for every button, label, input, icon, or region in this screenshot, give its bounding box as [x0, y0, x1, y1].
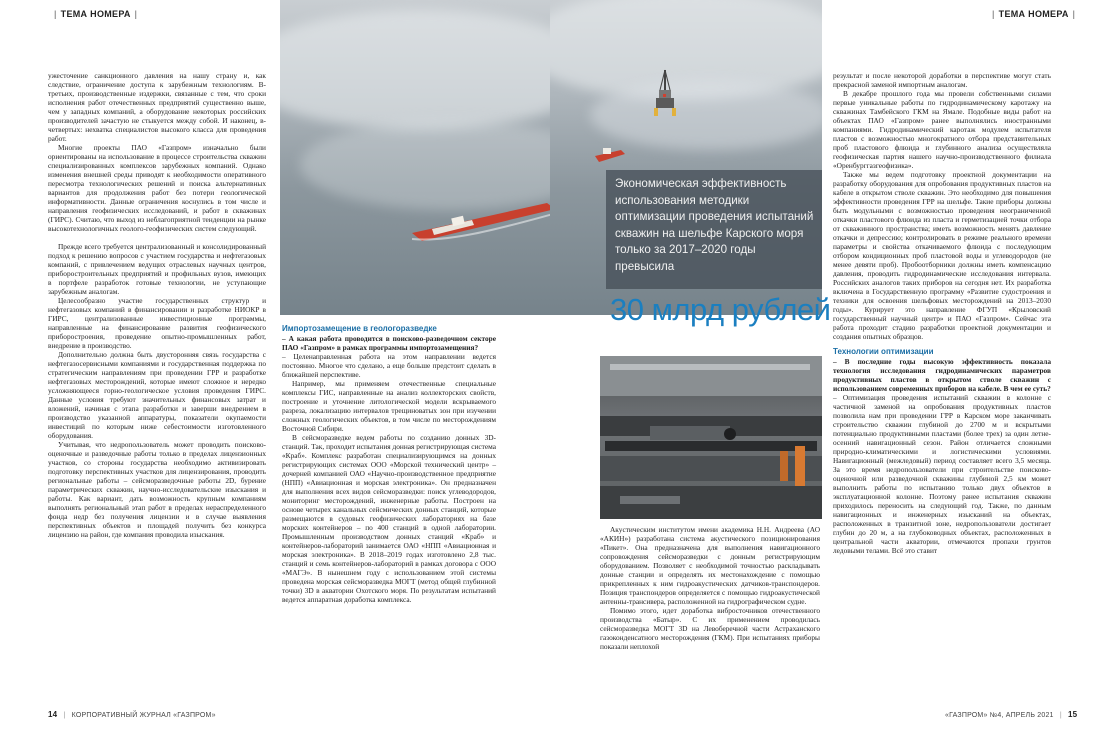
- interview-question: – В последние годы высокую эффективность показала технология исследования гидродинамических параметров продуктивных пластов в открытом стволе скважин с использованием современных приборов на кабеле. В чем ее суть?: [833, 357, 1051, 393]
- interview-question: – А какая работа проводится в поисково-разведочном секторе ПАО «Газпром» в рамках программы импортозамещения?: [282, 334, 496, 352]
- paragraph: Например, мы применяем отечественные специальные комплексы ГИС, направленные на анализ коллекторских свойств, построение и уточнение литологической модели вскрываемого разреза, локализацию интервалов трещиноватых зон при изучении сложных геологических объектов, в том числе по месторождениям Восточной Сибири.: [282, 379, 496, 433]
- paragraph: Также мы ведем подготовку проектной документации на разработку оборудования для опробования продуктивных пластов на кабеле в открытом стволе скважин. Это необходимо для повышения эффективности проведения ГРР на шельфе. Такие приборы должны быть модульными с возможностью проведения неограниченной откачки пластового флюида из пласта и герметизацией точки отбора от скважинного пространства; иметь возможность менять давление откачки и депрессию; контролировать в режиме реального времени параметры и свойства откачиваемого флюида с последующим отбором кондиционных проб пластовой воды и углеводородов (не менее девяти проб). Пробоотборники должны иметь компенсацию давления, проводить гидродинамические исследования интервала. Российских аналогов таких приборов на сегодня нет. Их разработка включена в Государственную программу «Развитие судостроения и техники для освоения шельфовых месторождений на 2013–2030 годы». Курирует это направление ФГУП «Крыловский государственный научный центр» и ПАО «Газпром». Сейчас эта работа проходит стадию разработки проектной документации и создания опытных образцов.: [833, 170, 1051, 341]
- footer-right: «ГАЗПРОМ» №4, АПРЕЛЬ 2021 | 15: [945, 710, 1078, 719]
- issue-label: «ГАЗПРОМ» №4, АПРЕЛЬ 2021: [945, 712, 1054, 719]
- offshore-photo-right: [550, 0, 822, 315]
- text-column-2: [282, 322, 496, 604]
- paragraph: Акустическим институтом имени академика Н.Н. Андреева (АО «АКИН») разработана система акустического позиционирования «Пикет». Она предназначена для выполнения навигационного сопровождения сейсморазведки с донным регистрирующим оборудованием. Позволяет с необходимой точностью раскладывать донные станции и определять их местонахождение с помощью прикрепленных к ним гидроакустических датчиков-транспондеров. Позиция транспондеров определяется с помощью гидроакустической антенны-трансивера, расположенной на гидрографическом судне.: [600, 525, 820, 606]
- paragraph: – Целенаправленная работа на этом направлении ведется постоянно. Многое что сделано, а еще больше предстоит сделать в ближайшей перспективе.: [282, 352, 496, 379]
- paragraph: В сейсморазведке ведем работы по созданию донных 3D-станций. Так, проходит испытания донная регистрирующая система «Краб». Комплекс разработан специализирующимся на донных регистрирующих системах ООО «Морской технический центр» – дочерней компанией ОАО «Научно-производственное предприятие (НПП) «Авиационная и морская электроника». Он предназначен для выполнения всех видов сейсморазведки: поиск углеводородов, мониторинг месторождений, инженерные работы. Построен на основе четырех канальных сейсмических донных станций, которые размещаются в судовых геофизических лабораториях на базе морских контейнеров – по 400 станций в одной лаборатории. Промышленным производством донных станций «Краб» и контейнеров-лабораторий занимается ОАО «НПП «Авиационная и морская электроника». В 2018–2019 годах изготовлено 2,8 тыс. станций и семь контейнеров-лабораторий в рамках договора с ООО «МАГЭ». В нынешнем году с использованием этой системы проведена морская сейсморазведка МОГТ (метод общей глубинной точки) 3D в акватории Охотского моря. По результатам испытаний ведется аппаратная доработка комплекса.: [282, 433, 496, 604]
- paragraph: Целесообразно участие государственных структур и нефтегазовых компаний в финансировании и разработке НИОКР в ГИРС, централизованные инвестиционные программы, направленные на финансирование развития геофизического приборостроения, проведение опытно-промышленных работ, внедрение в производство.: [48, 296, 266, 350]
- paragraph: Дополнительно должна быть двусторонняя связь государства с нефтегазосервисными компаниями и государственная поддержка по стратегическим направлениям при проведении ГРР и разработке нефтегазовых месторождений, которые имеют сложное и нередко усложняющееся горно-геологическое условия проведения ГИРС. Данные условия требуют значительных финансовых затрат и вложений, начиная с этапа разработки и заверши внедрением в производство указанной аппаратуры, показатели окупаемости инвестиций по которым ниже себестоимости изготовленного оборудования.: [48, 350, 266, 440]
- section-header-left: | ТЕМА НОМЕРА |: [54, 9, 138, 19]
- text-column-4: [833, 71, 1051, 555]
- paragraph: Помимо этого, идет доработка вибросточников отечественного производства «Батыр». С их применением проводилась сейсморазведка МОГТ 3D на Левоберечной части Астраханского газоконденсатного месторождения (ГКМ). При испытаниях приборы показали неплохой: [600, 606, 820, 651]
- magazine-name: КОРПОРАТИВНЫЙ ЖУРНАЛ «ГАЗПРОМ»: [71, 712, 216, 719]
- text-column-1: [48, 71, 266, 539]
- vessel-icon: [412, 195, 550, 245]
- equipment-photo: [600, 356, 822, 519]
- paragraph: Прежде всего требуется централизованный и консолидированный подход к решению вопросов с участием государства и нефтегазовых компаний, с привлечением ведущих отраслевых научных центров, приборостроительных предприятий и профильных вузов, имеющих в портфеле разработок готовые технологии, не уступающие зарубежным аналогам.: [48, 242, 266, 296]
- drilling-rig-icon: [650, 68, 680, 118]
- footer-left: 14 | КОРПОРАТИВНЫЙ ЖУРНАЛ «ГАЗПРОМ»: [48, 710, 216, 719]
- paragraph: – Оптимизация проведения испытаний скважин в колонне с частичной заменой на опробования продуктивных пластов позволила нам при проведении ГРР в Карском море заканчивать строительство скважин глубиной до 2700 м и вскрытыми потенциально продуктивными пластами (более трех) за один летне-осенний навигационный сезон. Район отличается сложными природно-климатическими и логистическими условиями. Навигационный (межледовый) период составляет всего 3,5 месяца. За это время недропользователи при строительстве поисково-оценочной или разведочной скважины глубиной 2,5 км может выполнить работы по испытанию только двух объектов в эксплуатационной колонне. Поэтому ранее испытания скважин приходилось переносить на следующий год. Также, по данным навигационных и инженерных изысканий на объектах, расположенных в транзитной зоне, недропользователи достигает глубин до 20 м, а на глубоководных объектах, расположенных в центральной части акватории, отмечаются пропахи грунтов ледовыми телами. Всё это ставит: [833, 393, 1051, 555]
- highlight-figure: 30 млрд рублей: [610, 292, 831, 327]
- subheading: Импортозамещение в геологоразведке: [282, 324, 437, 333]
- right-page: [550, 0, 1100, 741]
- paragraph: результат и после некоторой доработки в перспективе могут стать прекрасной заменой импортным аналогам.: [833, 71, 1051, 89]
- paragraph: В декабре прошлого года мы провели собственными силами первые уникальные работы по гидродинамическому каротажу на скважинах Тамбейского ГКМ на Ямале. Подобные виды работ на объектах ПАО «Газпром» ранее выполнялись иностранными компаниями. Гидродинамический каротаж модулем испытателя пластов с возможностью многократного отбора представительных проб пластового флюида и глубинного анализа осуществляла геофизическая партия нашего научно-производственного филиала «Оренбурггазгеофизика».: [833, 89, 1051, 170]
- page-number-right: 15: [1068, 710, 1078, 719]
- section-header-right: | ТЕМА НОМЕРА |: [992, 9, 1076, 19]
- vessel-icon: [595, 142, 625, 164]
- pull-quote: Экономическая эффективность использования методики оптимизации проведения испытаний скважин на шельфе Карского моря только за 2017–2020 годы превысила: [606, 170, 822, 289]
- subheading: Технологии оптимизации: [833, 347, 934, 356]
- paragraph: Учитывая, что недропользователь может проводить поисково-оценочные и разведочные работы только в пределах лицензионных участков, со стороны государства необходимо активизировать подготовку перспективных участков для лицензирования, проводить региональные работы – сейсморазведочные работы 2D, бурение параметрических скважин, научно-исследовательские изыскания и работы. Как вариант, дать возможность крупным компаниям выполнять региональный этап работ в пределах нераспределенного фонда недр без получения лицензии и в случае выявления перспективных объектов и площадей получить без конкурса лицензию на район, где компания проводила изыскания.: [48, 440, 266, 539]
- offshore-photo-left: [280, 0, 550, 315]
- paragraph: ужесточение санкционного давления на нашу страну и, как следствие, ограничение доступа к зарубежным технологиям. В-третьих, производственные издержки, связанные с тем, что сроки исполнения работ отечественных предприятий существенно выше, чем у западных компаний, а оборудование некоторых российских производителей зачастую не стыкуется между собой. И наконец, в-четвертых: нехватка специалистов высокого класса для проведения работ.: [48, 71, 266, 143]
- page-number-left: 14: [48, 710, 58, 719]
- paragraph: Многие проекты ПАО «Газпром» изначально были ориентированы на использование в процессе строительства скважин специализированных комплексов зарубежных компаний. Однако изменения внешней среды приводят к необходимости оперативного пересмотра технологических решений и поиска альтернативных вариантов для продолжения работ без потери геологической информативности. Данные ограничения коснулись в том числе и направления геофизических исследований, и работ в скважинах (ГИРС). Считаю, что выход из неблагоприятной тенденции на рынке высокотехнологичных геолого-геофизических систем следующий.: [48, 143, 266, 233]
- text-column-3: [600, 525, 820, 651]
- lab-equipment-icon: [600, 356, 822, 519]
